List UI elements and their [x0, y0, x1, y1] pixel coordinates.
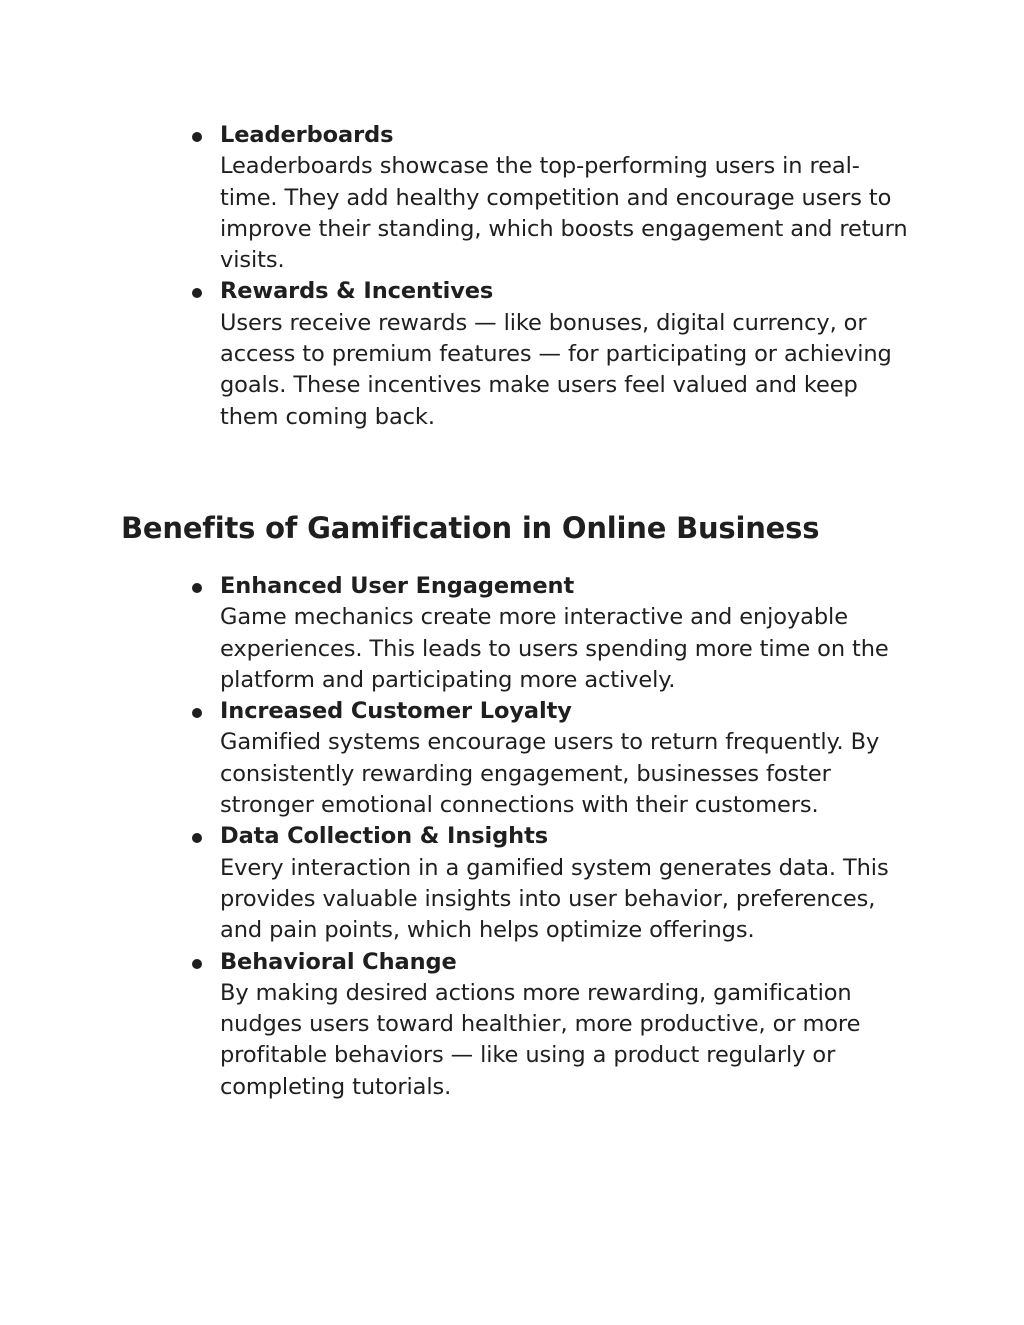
list-item	[190, 120, 910, 276]
list-item	[190, 276, 910, 432]
item-title: Enhanced User Engagement	[220, 573, 575, 599]
item-title: Rewards & Incentives	[220, 278, 494, 305]
item-title: Leaderboards	[220, 122, 394, 148]
bullet-icon	[192, 288, 202, 298]
item-description: Leaderboards showcase the top-performing users in real-time. They add healthy competition and encourage users to improve their standing, which boosts engagement and return visits.	[220, 153, 908, 274]
item-title: Data Collection & Insights	[220, 823, 549, 850]
item-description: By making desired actions more rewarding, gamification nudges users toward healthier, more productive, or more profitable behaviors — like using a product regularly or completing tutorials.	[220, 979, 861, 1100]
item-description: Gamified systems encourage users to return frequently. By consistently rewarding engagement, businesses foster stronger emotional connections with their customers.	[220, 729, 880, 819]
item-description: Game mechanics create more interactive and enjoyable experiences. This leads to users spending more time on the platform and participating more actively.	[220, 604, 889, 693]
list-item	[190, 571, 910, 696]
section-heading: Benefits of Gamification in Online Business	[121, 511, 820, 545]
item-description: Every interaction in a gamified system generates data. This provides valuable insights into user behavior, preferences, and pain points, which helps optimize offerings.	[220, 854, 889, 944]
bullet-icon	[192, 132, 202, 142]
item-title: Increased Customer Loyalty	[220, 698, 572, 725]
benefits-list	[190, 571, 910, 1103]
item-title: Behavioral Change	[220, 948, 457, 975]
list-item	[190, 696, 910, 821]
list-item	[190, 947, 910, 1103]
features-list	[190, 120, 910, 433]
bullet-icon	[192, 583, 202, 593]
bullet-icon	[192, 708, 202, 718]
list-item	[190, 821, 910, 946]
bullet-icon	[192, 833, 202, 843]
item-description: Users receive rewards — like bonuses, digital currency, or access to premium features — for participating or achieving goals. These incentives make users feel valued and keep them coming back.	[220, 309, 892, 430]
bullet-icon	[192, 959, 202, 969]
